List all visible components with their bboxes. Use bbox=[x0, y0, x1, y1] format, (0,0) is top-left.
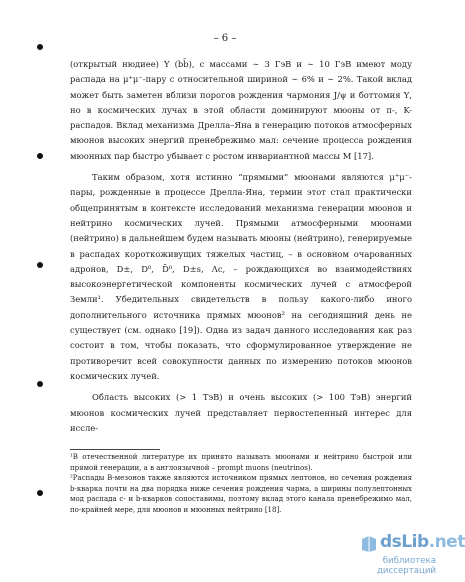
binding-hole bbox=[37, 153, 43, 159]
watermark-logo-main: dsLib bbox=[380, 532, 429, 552]
page-number: – 6 – bbox=[213, 33, 237, 44]
watermark-logo bbox=[380, 532, 465, 554]
footnote-divider bbox=[70, 449, 160, 450]
footnotes bbox=[70, 452, 412, 516]
binding-hole bbox=[37, 262, 43, 268]
book-logo-icon bbox=[360, 535, 378, 553]
body-text bbox=[70, 57, 412, 436]
watermark-logo-ext: .net bbox=[428, 532, 465, 552]
paragraph: (открытый нюдиее) Υ (bb̄), с массами ∼ 3 ГэВ и ∼ 10 ГэВ имеют моду распада на μ⁺μ⁻-пару с относительной шириной ∼ 6% и ∼ 2%. Такой вклад может быть заметен вблизи порогов рождения чармония J/ψ и боттомия Υ, но в космических лучах в этой области доминируют мюоны от π-, K-распадов. Вклад механизма Дрелла–Яна в генерацию потоков атмосферных мюонов высоких энергий пренебрежимо мал: сечение процесса рождения мюонных пар быстро убывает с ростом инвариантной массы M [17]. bbox=[70, 59, 412, 161]
footnote: ²Распады B-мезонов также являются источником прямых лептонов, но сечения рождения b-кварка почти на два порядка ниже сечения рождения чарма, а ширины полулептонных мод распада c- и b-кварков сопоставимы, поэтому вклад этого канала пренебрежимо мал, по-крайней мере, для мюонов и мюонных нейтрино [18]. bbox=[70, 474, 412, 514]
paragraph: Таким образом, хотя истинно “прямыми” мюонами являются μ⁺μ⁻-пары, рожденные в процессе Дрелла-Яна, термин этот стал практически общепринятым в контексте исследований механизма генерации мюонов и нейтрино космических лучей. Прямыми атмосферными мюонами (нейтрино) в дальнейшем будем называть мюоны (нейтрино), генерируемые в распадах короткоживущих тяжелых частиц, – в основном очарованных адронов, D±, D⁰, D̄⁰, D±s, Λc, – рождающихся во взаимодействиях высокоэнергетической компоненты космических лучей с атмосферой Земли¹. Убедительных свидетельств в пользу какого-либо иного дополнительного источника прямых мюонов² на сегодняшний день не существует (см. однако [19]). Одна из задач данного исследования как раз состоит в том, чтобы показать, что сформулированное утверждение не противоречит всей совокупности данных по измерению потоков мюонов космических лучей. bbox=[70, 172, 412, 381]
footnote: ¹В отечественной литературе их принято называть мюонами и нейтрино быстрой или прямой генерации, а в англоязычной – prompt muons (neutrinos). bbox=[70, 453, 412, 472]
watermark bbox=[328, 532, 465, 576]
binding-hole bbox=[37, 44, 43, 50]
binding-hole bbox=[37, 490, 43, 496]
watermark-subtitle: библиотека диссертаций bbox=[376, 556, 436, 576]
binding-hole bbox=[37, 381, 43, 387]
paragraph: Область высоких (> 1 ТэВ) и очень высоких (> 100 ТэВ) энергий мюонов космических лучей представляет первостепенный интерес для иссле- bbox=[70, 392, 412, 433]
